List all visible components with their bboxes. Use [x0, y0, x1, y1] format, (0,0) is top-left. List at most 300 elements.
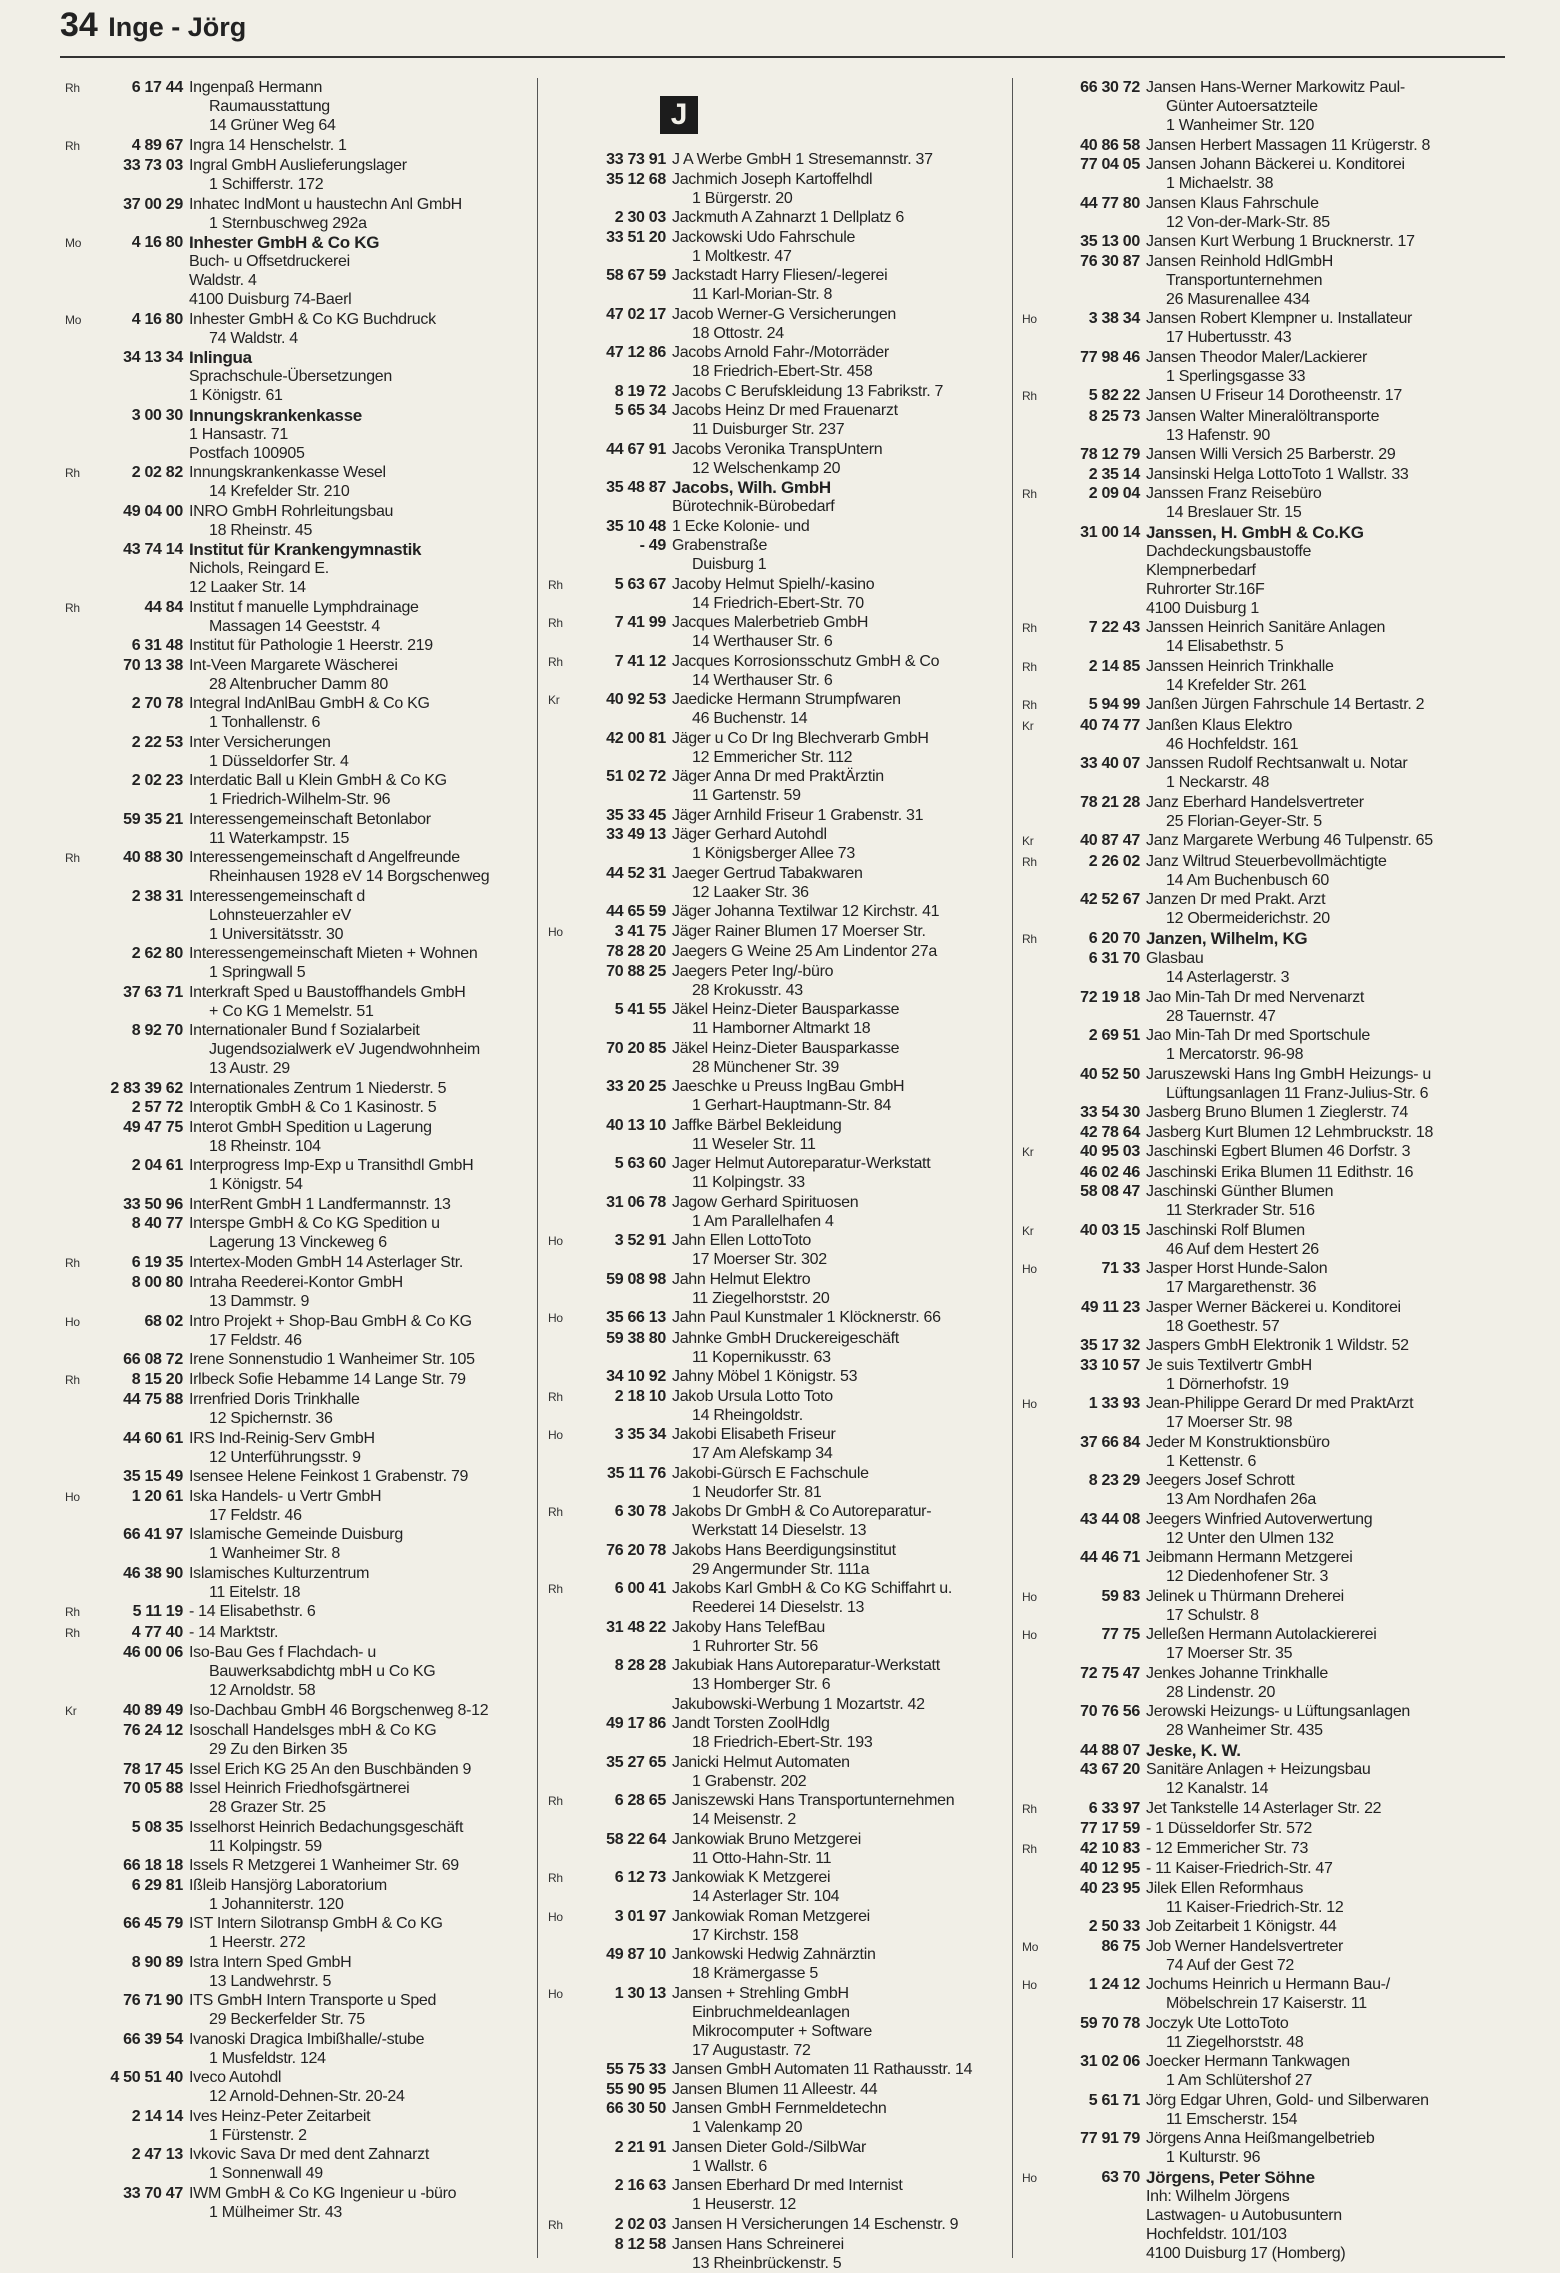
entry-name: - 14 Elisabethstr. 6 — [189, 1603, 316, 1620]
phone-number: 77 98 46 — [1080, 348, 1140, 366]
phone-number: 5 63 60 — [614, 1155, 666, 1172]
district-code — [548, 1695, 570, 1714]
district-code — [1022, 1182, 1044, 1220]
entry-text — [1146, 1702, 1507, 1740]
entry-text — [189, 1390, 525, 1428]
district-code — [548, 401, 570, 439]
district-code: Kr — [1022, 1223, 1034, 1238]
directory-entry — [1022, 484, 1507, 522]
phone-number: 43 74 14 — [123, 541, 183, 558]
phone-number: 3 52 91 — [614, 1232, 666, 1249]
directory-column-1 — [65, 78, 525, 2258]
entry-detail: 11 Emscherstr. 154 — [1166, 2110, 1298, 2128]
phone-number: 86 75 — [1101, 1937, 1140, 1955]
district-code: Rh — [548, 577, 563, 592]
entry-text — [189, 1953, 525, 1991]
entry-name: Ingral GmbH Auslieferungslager — [189, 157, 407, 174]
directory-entry — [1022, 1548, 1507, 1586]
entry-text — [1146, 1356, 1507, 1394]
district-code: Ho — [1022, 1978, 1037, 1992]
phone-number: 5 11 19 — [132, 1603, 183, 1620]
phone-number — [576, 1695, 666, 1714]
phone-number: 72 75 47 — [1080, 1664, 1140, 1682]
entry-text — [672, 1656, 1003, 1694]
district-code — [1022, 1163, 1044, 1182]
entry-text — [672, 652, 1003, 690]
district-code — [1022, 1702, 1044, 1740]
phone-number: 35 15 49 — [123, 1468, 183, 1485]
entry-text — [672, 806, 1003, 825]
phone-number: 33 40 07 — [1080, 755, 1140, 772]
entry-detail: 1 Königstr. 61 — [189, 387, 283, 404]
phone-number: 66 18 18 — [123, 1857, 183, 1874]
entry-detail: 12 Unter den Ulmen 132 — [1166, 1529, 1334, 1547]
entry-name: Jankowiak Roman Metzgerei — [672, 1907, 870, 1925]
entry-name: Jansen Blumen 11 Alleestr. 44 — [672, 2080, 878, 2098]
phone-number: 1 20 61 — [131, 1487, 183, 1505]
district-code — [65, 1525, 87, 1563]
entry-text — [1146, 831, 1507, 851]
entry-name: Interessengemeinschaft d Angelfreunde — [189, 849, 460, 866]
entry-name: Jeder M Konstruktionsbüro — [1146, 1433, 1330, 1451]
district-code — [548, 2235, 570, 2273]
entry-detail: 29 Beckerfelder Str. 75 — [209, 2011, 365, 2028]
district-code — [1022, 1123, 1044, 1142]
district-code — [548, 729, 570, 767]
directory-entry — [548, 228, 1003, 266]
entry-text — [1146, 1975, 1507, 2013]
entry-detail: 12 Welschenkamp 20 — [692, 459, 841, 477]
entry-detail: 29 Zu den Birken 35 — [209, 1741, 348, 1758]
directory-entry — [65, 1390, 525, 1428]
district-code: Rh — [65, 1372, 80, 1387]
entry-name: Janssen Heinrich Sanitäre Anlagen — [1146, 619, 1386, 636]
entry-text — [189, 1487, 525, 1525]
entry-name: Jacobs, Wilh. GmbH — [672, 478, 831, 497]
entry-text — [672, 1308, 1003, 1328]
directory-entry — [548, 2060, 1003, 2079]
phone-number: 5 94 99 — [1088, 696, 1140, 713]
district-code: Mo — [65, 312, 82, 327]
entry-text — [1146, 1433, 1507, 1471]
entry-name: Jean-Philippe Gerard Dr med PraktArzt — [1146, 1395, 1414, 1412]
district-code — [1022, 1065, 1044, 1103]
entry-text — [672, 1502, 1003, 1540]
entry-name: Jaspers GmbH Elektronik 1 Wildstr. 52 — [1146, 1337, 1409, 1354]
entry-detail: 12 Laaker Str. 14 — [189, 579, 306, 596]
phone-number: 46 38 90 — [123, 1564, 183, 1582]
district-code: Rh — [65, 1605, 80, 1619]
entry-text — [672, 1753, 1003, 1791]
directory-entry — [1022, 716, 1507, 754]
entry-name: Jahn Helmut Elektro — [672, 1270, 811, 1288]
phone-number: 37 66 84 — [1080, 1433, 1140, 1451]
district-code: Rh — [1022, 389, 1037, 403]
entry-detail: 14 Krefelder Str. 261 — [1166, 676, 1307, 694]
district-code — [65, 2068, 87, 2106]
directory-entry — [548, 1791, 1003, 1829]
entry-text — [672, 1907, 1003, 1945]
directory-entry — [65, 502, 525, 540]
district-code — [548, 1367, 570, 1386]
entry-detail: 11 Eitelstr. 18 — [209, 1583, 301, 1601]
district-code: Rh — [1022, 854, 1037, 869]
entry-text — [1146, 1741, 1507, 1760]
entry-detail: Reederei 14 Dieselstr. 13 — [692, 1599, 865, 1616]
phone-number: 2 57 72 — [131, 1099, 183, 1116]
phone-number: 2 02 03 — [614, 2215, 666, 2233]
entry-name: Grabenstraße — [672, 537, 768, 554]
entry-name: Jäkel Heinz-Dieter Bausparkasse — [672, 1001, 900, 1018]
phone-number: 35 27 65 — [606, 1753, 666, 1771]
district-code — [1022, 1298, 1044, 1336]
entry-name: Jansen GmbH Automaten 11 Rathausstr. 14 — [672, 2061, 973, 2078]
entry-name: Sanitäre Anlagen + Heizungsbau — [1146, 1761, 1371, 1778]
section-letter: J — [660, 96, 698, 134]
directory-entry — [1022, 1625, 1507, 1663]
district-code — [548, 1945, 570, 1983]
entry-name: Jäger Rainer Blumen 17 Moerser Str. — [672, 922, 926, 940]
directory-entry — [65, 983, 525, 1021]
phone-number: 8 15 20 — [131, 1370, 183, 1388]
entry-text — [672, 690, 1003, 728]
entry-detail: 1 Dörnerhofstr. 19 — [1166, 1375, 1289, 1393]
phone-number: 6 28 65 — [614, 1792, 666, 1809]
entry-text — [672, 1714, 1003, 1752]
entry-name: Jansen + Strehling GmbH — [672, 1984, 849, 2002]
entry-text — [672, 2138, 1003, 2176]
entry-detail: Ruhrorter Str.16F — [1146, 580, 1265, 598]
entry-name: Jenkes Johanne Trinkhalle — [1146, 1664, 1328, 1682]
directory-entry — [548, 305, 1003, 343]
entry-name: Jaffke Bärbel Bekleidung — [672, 1116, 842, 1134]
phone-number: 49 04 00 — [123, 502, 183, 520]
district-code — [65, 156, 87, 194]
district-code — [548, 1000, 570, 1038]
directory-entry — [548, 1618, 1003, 1656]
phone-number: 35 33 45 — [606, 806, 666, 824]
entry-text — [189, 2030, 525, 2068]
entry-name: Irlbeck Sofie Hebamme 14 Lange Str. 79 — [189, 1370, 466, 1388]
entry-name: Jakobs Hans Beerdigungsinstitut — [672, 1541, 896, 1559]
entry-text — [189, 1079, 525, 1098]
entry-text — [189, 1623, 525, 1643]
district-code — [65, 694, 87, 732]
entry-detail: 12 Emmericher Str. 112 — [692, 748, 853, 766]
phone-number: 7 41 99 — [614, 614, 666, 631]
directory-entry — [1022, 1123, 1507, 1142]
directory-entry — [1022, 2168, 1507, 2263]
phone-number: 35 66 13 — [606, 1309, 666, 1326]
phone-number: 43 67 20 — [1080, 1761, 1140, 1778]
directory-entry — [548, 401, 1003, 439]
entry-text — [672, 1984, 1003, 2060]
entry-detail: 18 Friedrich-Ebert-Str. 193 — [692, 1734, 873, 1751]
district-code — [548, 536, 570, 574]
entry-detail: 14 Breslauer Str. 15 — [1166, 504, 1302, 521]
entry-name: IWM GmbH & Co KG Ingenieur u -büro — [189, 2184, 457, 2202]
phone-number: 7 22 43 — [1088, 619, 1140, 636]
directory-entry — [548, 922, 1003, 942]
entry-text — [189, 1312, 525, 1350]
directory-entry — [65, 656, 525, 694]
district-code — [548, 2099, 570, 2137]
directory-entry — [65, 1467, 525, 1486]
directory-entry — [548, 150, 1003, 169]
entry-detail: 1 Sperlingsgasse 33 — [1166, 367, 1306, 385]
directory-entry — [1022, 1839, 1507, 1859]
directory-entry — [1022, 1799, 1507, 1819]
entry-name: Ivanoski Dragica Imbißhalle/-stube — [189, 2030, 425, 2048]
entry-text — [189, 887, 525, 944]
entry-name: - 11 Kaiser-Friedrich-Str. 47 — [1146, 1860, 1333, 1877]
directory-entry — [1022, 445, 1507, 464]
entry-name: Jasberg Bruno Blumen 1 Zieglerstr. 74 — [1146, 1104, 1408, 1121]
district-code — [1022, 78, 1044, 135]
entry-detail: 12 Spichernstr. 36 — [209, 1410, 333, 1427]
directory-entry — [65, 1370, 525, 1390]
phone-number: 33 50 96 — [123, 1195, 183, 1213]
phone-number: 76 30 87 — [1080, 252, 1140, 270]
entry-detail: 11 Karl-Morian-Str. 8 — [692, 286, 833, 303]
entry-name: Jasberg Kurt Blumen 12 Lehmbruckstr. 18 — [1146, 1123, 1434, 1141]
phone-number: 44 75 88 — [123, 1391, 183, 1408]
phone-number: 77 75 — [1101, 1626, 1140, 1643]
entry-name: Institut für Krankengymnastik — [189, 540, 422, 559]
entry-name: J A Werbe GmbH 1 Stresemannstr. 37 — [672, 151, 933, 168]
entry-detail: 1 Tonhallenstr. 6 — [209, 714, 321, 731]
entry-text — [189, 1273, 525, 1311]
district-code — [1022, 1760, 1044, 1798]
entry-detail: 1 Düsseldorfer Str. 4 — [209, 752, 349, 770]
entry-text — [189, 848, 525, 886]
entry-name: Jochums Heinrich u Hermann Bau-/ — [1146, 1976, 1390, 1993]
district-code — [1022, 232, 1044, 251]
entry-text — [1146, 465, 1507, 484]
directory-entry — [65, 1312, 525, 1350]
district-code — [548, 1656, 570, 1694]
entry-detail: 12 Kanalstr. 14 — [1166, 1780, 1269, 1797]
phone-number: 70 76 56 — [1080, 1703, 1140, 1720]
phone-number: 4 77 40 — [131, 1623, 183, 1641]
entry-name: Ivkovic Sava Dr med dent Zahnarzt — [189, 2146, 429, 2163]
district-code: Ho — [548, 1909, 563, 1924]
entry-text — [1146, 155, 1507, 193]
phone-number: 78 28 20 — [606, 943, 666, 960]
entry-detail: 1 Grabenstr. 202 — [692, 1772, 807, 1790]
entry-detail: Waldstr. 4 — [189, 272, 257, 289]
phone-number: 1 33 93 — [1088, 1395, 1140, 1412]
directory-entry — [65, 636, 525, 655]
district-code — [65, 636, 87, 655]
district-code: Rh — [548, 654, 563, 669]
entry-name: Intro Projekt + Shop-Bau GmbH & Co KG — [189, 1312, 472, 1330]
entry-detail: 11 Kolpingstr. 33 — [692, 1174, 805, 1191]
entry-name: Jankowski Hedwig Zahnärztin — [672, 1946, 876, 1963]
entry-detail: 1 Springwall 5 — [209, 964, 306, 981]
entry-name: Istra Intern Sped GmbH — [189, 1953, 352, 1971]
entry-text — [672, 1791, 1003, 1829]
entry-text — [189, 195, 525, 233]
entry-text — [672, 1541, 1003, 1579]
district-code — [1022, 194, 1044, 232]
directory-entry — [65, 810, 525, 848]
phone-number: 76 71 90 — [123, 1992, 183, 2009]
entry-detail: Bauwerksabdichtg mbH u Co KG — [209, 1663, 436, 1680]
entry-name: Job Werner Handelsvertreter — [1146, 1937, 1344, 1955]
directory-entry — [548, 2235, 1003, 2273]
phone-number: 66 30 72 — [1080, 79, 1140, 96]
phone-number: 34 10 92 — [606, 1368, 666, 1385]
district-code: Rh — [65, 851, 80, 865]
phone-number: 66 45 79 — [123, 1915, 183, 1932]
district-code — [548, 1193, 570, 1231]
district-code — [548, 1753, 570, 1791]
directory-entry — [65, 1721, 525, 1759]
entry-name: ITS GmbH Intern Transporte u Sped — [189, 1992, 437, 2009]
entry-detail: 11 Duisburger Str. 237 — [692, 421, 845, 438]
phone-number: 35 13 00 — [1080, 233, 1140, 250]
entry-detail: 1 Heuserstr. 12 — [692, 2196, 797, 2213]
district-code — [65, 983, 87, 1021]
entry-text — [672, 170, 1003, 208]
entry-name: Jerowski Heizungs- u Lüftungsanlagen — [1146, 1703, 1411, 1720]
district-code — [548, 864, 570, 902]
entry-name: Jansen Hans-Werner Markowitz Paul- — [1146, 79, 1405, 96]
directory-entry — [65, 2107, 525, 2145]
entry-text — [1146, 2052, 1507, 2090]
entry-detail: 17 Augustastr. 72 — [692, 2041, 811, 2059]
entry-detail: 13 Dammstr. 9 — [209, 1293, 310, 1310]
entry-detail: 1 Wanheimer Str. 120 — [1166, 117, 1315, 134]
phone-number: 4 16 80 — [131, 234, 183, 251]
district-code — [65, 1818, 87, 1856]
directory-entry — [1022, 1103, 1507, 1122]
entry-detail: 12 Arnoldstr. 58 — [209, 1682, 316, 1699]
directory-entry — [65, 694, 525, 732]
entry-text — [672, 2235, 1003, 2273]
district-code — [548, 440, 570, 478]
directory-entry — [1022, 155, 1507, 193]
directory-entry — [548, 1387, 1003, 1425]
phone-number: 34 13 34 — [123, 349, 183, 366]
directory-entry — [65, 1253, 525, 1273]
entry-name: Jansen Theodor Maler/Lackierer — [1146, 348, 1368, 366]
directory-entry — [548, 440, 1003, 478]
phone-number: 40 95 03 — [1080, 1143, 1140, 1160]
phone-number: 33 49 13 — [606, 826, 666, 843]
entry-text — [1146, 1917, 1507, 1936]
entry-text — [1146, 484, 1507, 522]
entry-name: Inlingua — [189, 348, 252, 367]
phone-number: 2 83 39 62 — [110, 1079, 183, 1097]
directory-entry — [65, 944, 525, 982]
phone-number: 2 26 02 — [1088, 852, 1140, 870]
entry-name: Interot GmbH Spedition u Lagerung — [189, 1118, 432, 1136]
entry-text — [189, 406, 525, 463]
directory-entry — [1022, 1065, 1507, 1103]
district-code — [548, 1618, 570, 1656]
entry-text — [189, 1779, 525, 1817]
entry-text — [672, 401, 1003, 439]
entry-text — [1146, 78, 1507, 135]
phone-number: 40 88 30 — [123, 849, 183, 866]
entry-text — [189, 2107, 525, 2145]
district-code: Rh — [548, 616, 563, 630]
entry-text — [672, 1000, 1003, 1038]
entry-text — [1146, 1123, 1507, 1142]
directory-entry — [65, 887, 525, 944]
directory-entry — [65, 771, 525, 809]
entry-detail: 1 Johanniterstr. 120 — [209, 1895, 344, 1913]
district-code — [548, 517, 570, 536]
entry-name: Jet Tankstelle 14 Asterlager Str. 22 — [1146, 1799, 1382, 1817]
entry-text — [1146, 309, 1507, 347]
entry-name: Issel Erich KG 25 An den Buschbänden 9 — [189, 1760, 472, 1778]
phone-number: 55 75 33 — [606, 2061, 666, 2078]
phone-number: 59 35 21 — [123, 810, 183, 828]
entry-text — [672, 575, 1003, 613]
entry-text — [1146, 1839, 1507, 1859]
entry-name: Jilek Ellen Reformhaus — [1146, 1879, 1304, 1897]
phone-number: 71 33 — [1101, 1260, 1140, 1277]
entry-text — [1146, 1142, 1507, 1162]
directory-entry — [1022, 2129, 1507, 2167]
phone-number: 58 67 59 — [606, 267, 666, 284]
district-code — [548, 228, 570, 266]
directory-entry — [1022, 252, 1507, 309]
directory-entry — [548, 1116, 1003, 1154]
entry-name: IRS Ind-Reinig-Serv GmbH — [189, 1429, 375, 1447]
phone-number: 2 22 53 — [131, 733, 183, 751]
directory-entry — [1022, 1819, 1507, 1838]
phone-number: 4 16 80 — [131, 310, 183, 328]
entry-text — [672, 150, 1003, 169]
phone-number: 44 84 — [144, 598, 183, 616]
entry-name: Ingenpaß Hermann — [189, 79, 323, 96]
directory-entry — [548, 729, 1003, 767]
entry-name: Jackmuth A Zahnarzt 1 Dellplatz 6 — [672, 209, 904, 226]
directory-entry — [1022, 754, 1507, 792]
entry-text — [189, 1098, 525, 1117]
entry-name: Janicki Helmut Automaten — [672, 1753, 850, 1771]
entry-text — [189, 1350, 525, 1369]
entry-name: Interessengemeinschaft Betonlabor — [189, 810, 431, 828]
district-code — [1022, 1859, 1044, 1878]
directory-entry — [65, 1118, 525, 1156]
entry-name: Je suis Textilvertr GmbH — [1146, 1356, 1312, 1374]
directory-entry — [1022, 1510, 1507, 1548]
entry-detail: 29 Angermunder Str. 111a — [692, 1560, 870, 1578]
entry-detail: 17 Moerser Str. 35 — [1166, 1645, 1293, 1662]
district-code — [548, 1714, 570, 1752]
entry-text — [189, 598, 525, 636]
entry-name: Ives Heinz-Peter Zeitarbeit — [189, 2107, 371, 2125]
entry-detail: 18 Goethestr. 57 — [1166, 1317, 1280, 1335]
entry-detail: 1 Universitätsstr. 30 — [209, 925, 344, 943]
entry-detail: 18 Krämergasse 5 — [692, 1965, 818, 1982]
entry-detail: 25 Florian-Geyer-Str. 5 — [1166, 812, 1322, 830]
district-code — [548, 150, 570, 169]
entry-detail: 13 Homberger Str. 6 — [692, 1676, 831, 1693]
entry-text — [672, 1425, 1003, 1463]
entry-text — [189, 1701, 525, 1721]
entry-text — [1146, 1819, 1507, 1838]
directory-entry — [1022, 1142, 1507, 1162]
entry-text — [672, 613, 1003, 651]
directory-entry — [1022, 890, 1507, 928]
directory-entry — [548, 1154, 1003, 1192]
